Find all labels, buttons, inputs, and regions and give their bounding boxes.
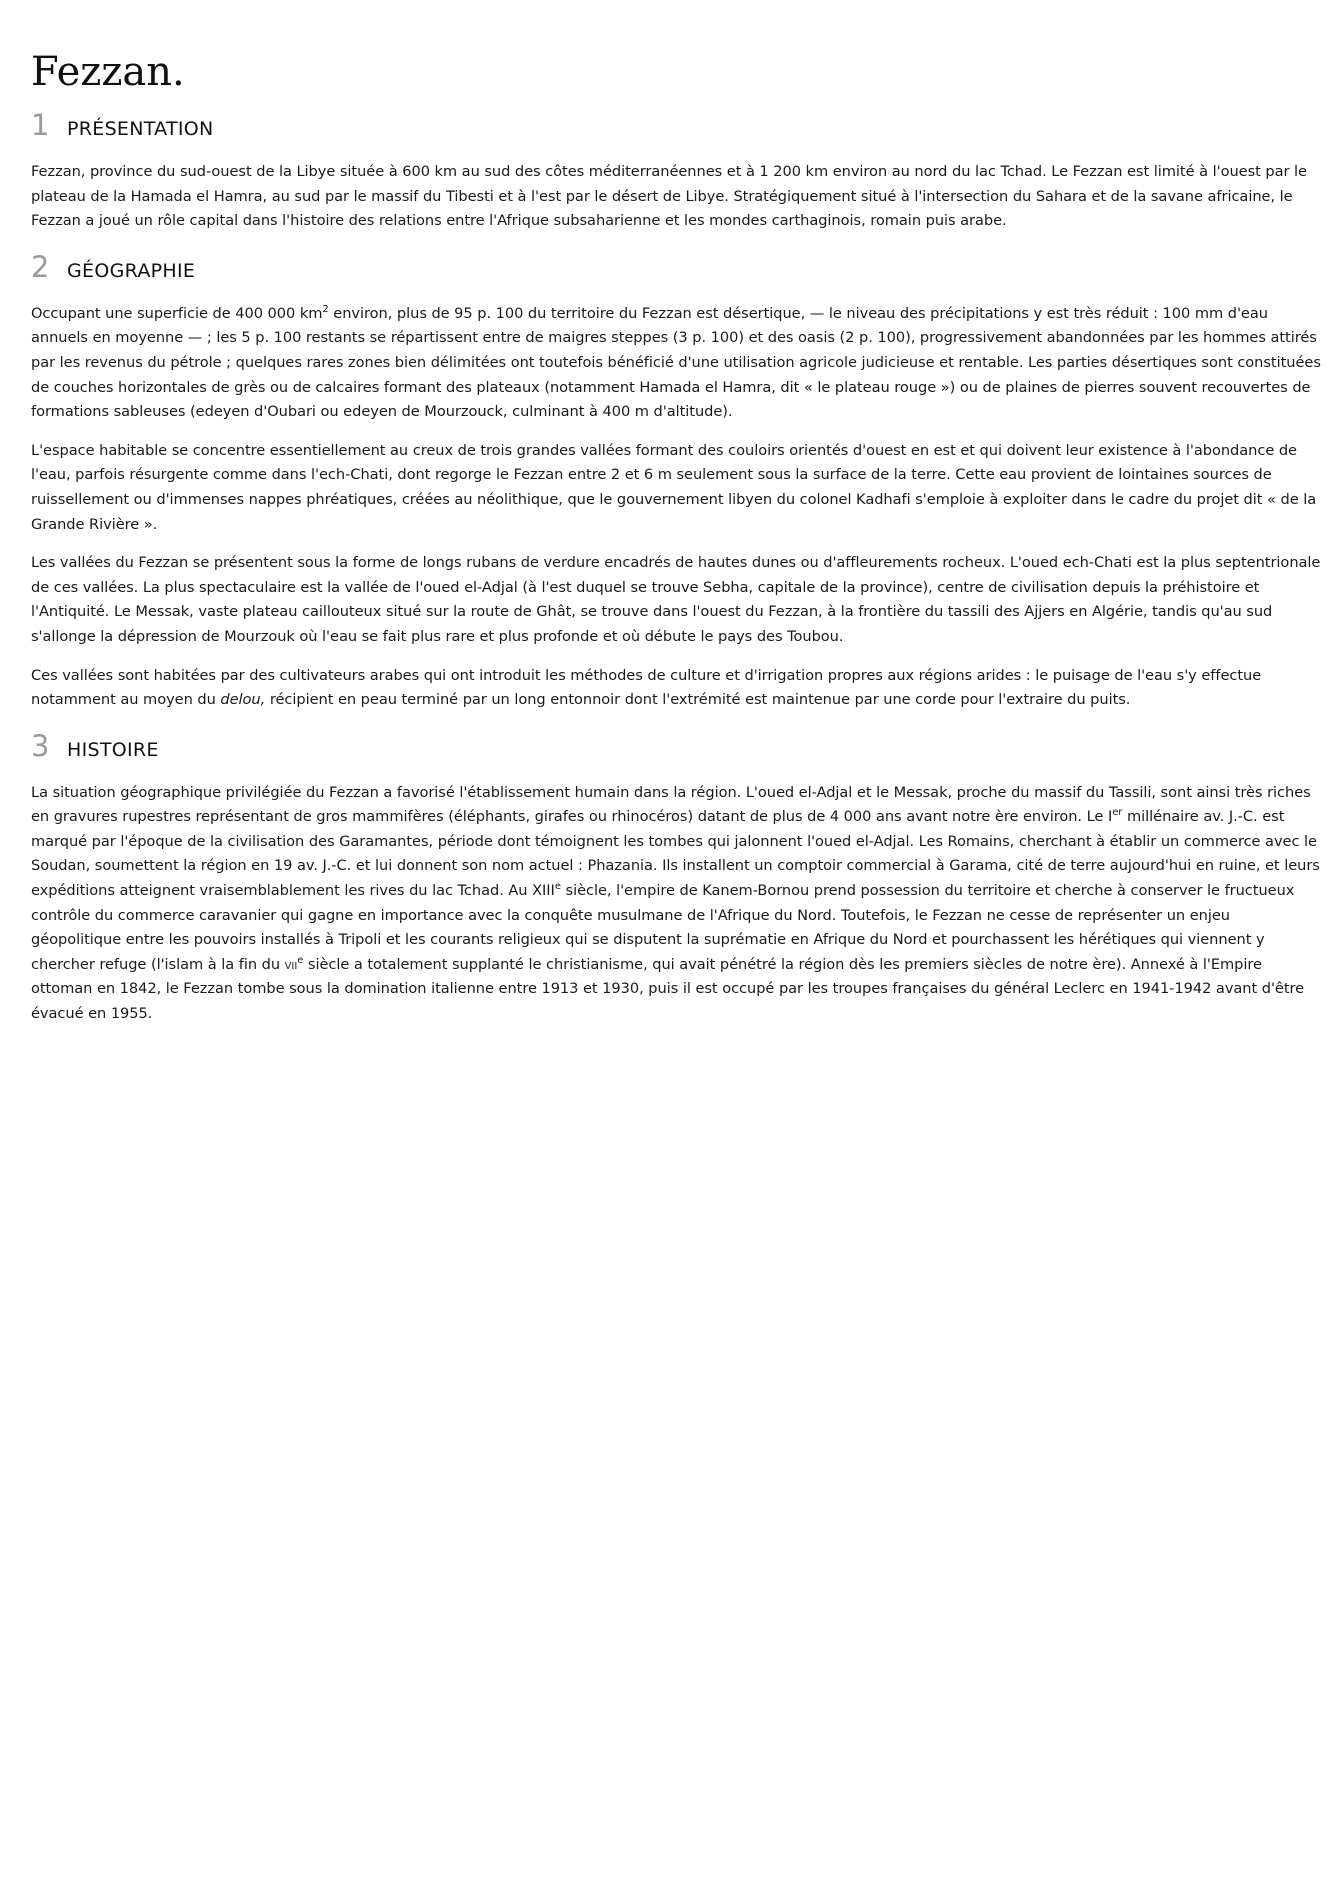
section-number: 1 — [31, 108, 50, 142]
section-heading-histoire — [31, 729, 1321, 763]
section-title: GÉOGRAPHIE — [67, 259, 196, 282]
paragraph: L'espace habitable se concentre essentiellement au creux de trois grandes vallées formant des couloirs orientés d'ouest en est et qui doivent leur existence à l'abondance de l'eau, parfois résurgente comme dans l'ech-Chati, dont regorge le Fezzan entre 2 et 6 m seulement sous la surface de la terre. Cette eau provient de lointaines sources de ruissellement ou d'immenses nappes phréatiques, créées au néolithique, que le gouvernement libyen du colonel Kadhafi s'emploie à exploiter dans le cadre du projet dit « de la Grande Rivière ». — [31, 441, 1317, 533]
paragraph-text: Occupant une superficie de 400 000 km — [31, 304, 323, 322]
section-heading-presentation — [31, 108, 1321, 142]
paragraph — [31, 781, 1321, 1027]
superscript: e — [554, 881, 561, 893]
superscript: e — [297, 954, 304, 966]
paragraph-text: millénaire av. J.-C. est marqué par l'époque de la civilisation des Garamantes, période dont témoignent les tombes qui jalonnent l'oued el-Adjal. Les Romains, cherchant à établir un commerce avec le Soudan, soumettent la région en 19 av. J.-C. et lui donnent son nom actuel : Phazania. Ils installent un comptoir commercial à Garama, cité de terre aujourd'hui en ruine, et leurs expéditions atteignent vraisemblablement les rives du lac Tchad. Au XIII — [31, 808, 1320, 900]
section-number: 3 — [31, 728, 50, 763]
superscript: 2 — [322, 303, 329, 315]
section-title: PRÉSENTATION — [67, 118, 214, 140]
section-heading-geographie — [31, 250, 1321, 284]
paragraph-text: récipient en peau terminé par un long entonnoir dont l'extrémité est maintenue par une corde pour l'extraire du puits. — [265, 691, 1131, 709]
paragraph-text: Ces vallées sont habitées par des cultivateurs arabes qui ont introduit les méthodes de culture et d'irrigation propres aux régions arides : le puisage de l'eau s'y effectue notamment au moyen du — [31, 666, 1262, 709]
page-title: Fezzan. — [31, 49, 185, 95]
paragraph: Les vallées du Fezzan se présentent sous la forme de longs rubans de verdure encadrés de hautes dunes ou d'affleurements rocheux. L'oued ech-Chati est la plus septentrionale de ces vallées. La plus spectaculaire est la vallée de l'oued el-Adjal (à l'est duquel se trouve Sebha, capitale de la province), centre de civilisation depuis la préhistoire et l'Antiquité. Le Messak, vaste plateau caillouteux situé sur la route de Ghât, se trouve dans l'ouest du Fezzan, à la frontière du tassili des Ajjers en Algérie, tandis qu'au sud s'allonge la dépression de Mourzouk où l'eau se fait plus rare et plus profonde et où débute le pays des Toubou. — [31, 554, 1321, 645]
section-number: 2 — [31, 249, 50, 284]
superscript: er — [1112, 807, 1123, 819]
paragraph-text: siècle, l'empire de Kanem-Bornou prend possession du territoire et cherche à conserver le fructueux contrôle du commerce caravanier qui gagne en importance avec la conquête musulmane de l'Afrique du Nord. Toutefois, le Fezzan ne cesse de représenter un enjeu géopolitique entre les pouvoirs installés à Tripoli et les courants religieux qui se disputent la suprématie en Afrique du Nord et pourchassent les hérétiques qui viennent y chercher refuge (l'islam à la fin du — [31, 882, 1295, 973]
paragraph-text: La situation géographique privilégiée du Fezzan a favorisé l'établissement humain dans la région. L'oued el-Adjal et le Messak, proche du massif du Tassili, sont ainsi très riches en gravures rupestres représentant de gros mammifères (éléphants, girafes ou rhinocéros) datant de plus de 4 000 ans avant notre ère environ. Le I — [31, 783, 1311, 826]
paragraph — [31, 664, 1321, 713]
document-page — [31, 0, 1321, 1041]
paragraph: Fezzan, province du sud-ouest de la Libye située à 600 km au sud des côtes méditerranéennes et à 1 200 km environ au nord du lac Tchad. Le Fezzan est limité à l'ouest par le plateau de la Hamada el Hamra, au sud par le massif du Tibesti et à l'est par le désert de Libye. Stratégiquement situé à l'intersection du Sahara et de la savane africaine, le Fezzan a joué un rôle capital dans l'histoire des relations entre l'Afrique subsaharienne et les mondes carthaginois, romain puis arabe. — [31, 163, 1307, 230]
paragraph-text: environ, plus de 95 p. 100 du territoire du Fezzan est désertique, — le niveau des précipitations y est très réduit : 100 mm d'eau annuels en moyenne — ; les 5 p. 100 restants se répartissent entre de maigres steppes (3 p. 100) et des oasis (2 p. 100), progressivement abandonnées par les hommes attirés par les revenus du pétrole ; quelques rares zones bien délimitées ont toutefois bénéficié d'une utilisation agricole judicieuse et rentable. Les parties désertiques sont constituées de couches horizontales de grès ou de calcaires formant des plateaux (notamment Hamada el Hamra, dit « le plateau rouge ») ou de plaines de pierres souvent recouvertes de formations sableuses (edeyen d'Oubari ou edeyen de Mourzouck, culminant à 400 m d'altitude). — [31, 304, 1321, 421]
paragraph-text: siècle a totalement supplanté le christianisme, qui avait pénétré la région dès les premiers siècles de notre ère). Annexé à l'Empire ottoman en 1842, le Fezzan tombe sous la domination italienne entre 1913 et 1930, puis il est occupé par les troupes françaises du général Leclerc en 1941-1942 avant d'être évacué en 1955. — [31, 955, 1305, 1023]
section-title: HISTOIRE — [67, 738, 159, 761]
roman-numeral: vii — [284, 955, 298, 973]
italic-term: delou, — [220, 691, 266, 709]
paragraph — [31, 302, 1321, 425]
